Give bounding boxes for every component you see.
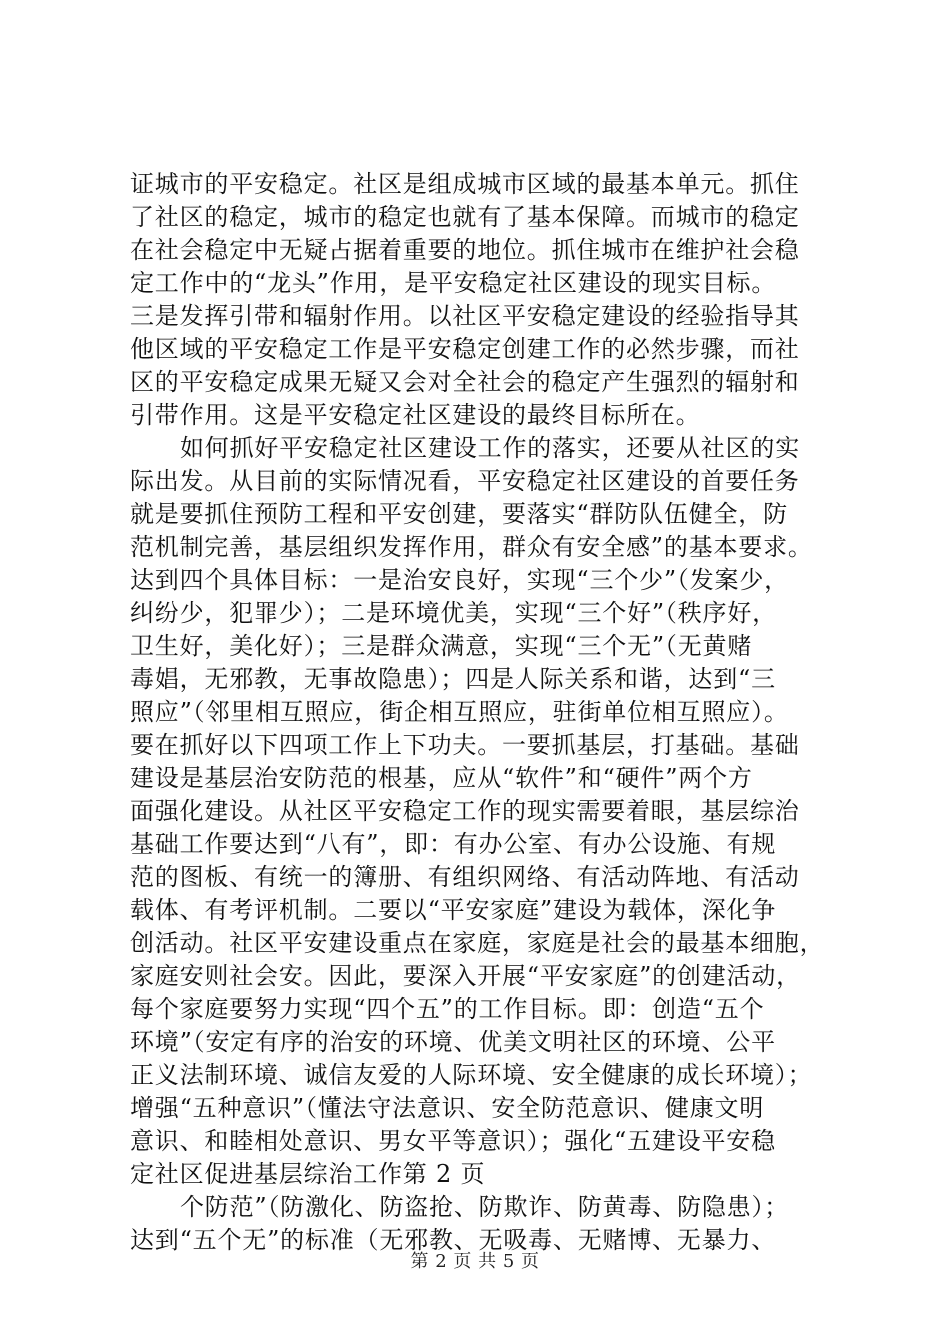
text-line: 引带作用。这是平安稳定社区建设的最终目标所在。: [130, 401, 701, 429]
text-line: 范机制完善，基层组织发挥作用，群众有安全感”的基本要求。: [130, 533, 813, 561]
text-line: 卫生好，美化好）；三是群众满意，实现“三个无”（无黄赌: [130, 632, 753, 660]
text-line: 在社会稳定中无疑占据着重要的地位。抓住城市在维护社会稳: [130, 236, 800, 264]
text-line: 基础工作要达到“八有”，即：有办公室、有办公设施、有规: [130, 830, 777, 858]
text-line: 如何抓好平安稳定社区建设工作的落实，还要从社区的实: [180, 434, 800, 462]
text-line: 证城市的平安稳定。社区是组成城市区域的最基本单元。抓住: [130, 170, 800, 198]
page-footer: [0, 1247, 950, 1273]
text-line: 要在抓好以下四项工作上下功夫。一要抓基层，打基础。基础: [130, 731, 800, 759]
text-line: 环境”（安定有序的治安的环境、优美文明社区的环境、公平: [130, 1028, 776, 1056]
text-line: 照应”（邻里相互照应，街企相互照应，驻街单位相互照应）。: [130, 698, 789, 726]
text-line: 达到四个具体目标：一是治安良好，实现“三个少”（发案少，: [130, 566, 789, 594]
text-line: 定社区促进基层综治工作第 2 页: [130, 1160, 486, 1188]
text-line: 纠纷少，犯罪少）；二是环境优美，实现“三个好”（秩序好，: [130, 599, 777, 627]
text-line: 范的图板、有统一的簿册、有组织网络、有活动阵地、有活动: [130, 863, 800, 891]
text-line: 他区域的平安稳定工作是平安稳定创建工作的必然步骤，而社: [130, 335, 800, 363]
document-body: [130, 168, 830, 1257]
text-line: 就是要抓住预防工程和平安创建，要落实“群防队伍健全，防: [130, 500, 788, 528]
text-line: 增强“五种意识”（懂法守法意识、安全防范意识、健康文明: [130, 1094, 765, 1122]
text-line: 家庭安则社会安。因此，要深入开展“平安家庭”的创建活动，: [130, 962, 801, 990]
text-line: 载体、有考评机制。二要以“平安家庭”建设为载体，深化争: [130, 896, 777, 924]
text-line: 毒娼，无邪教，无事故隐患）；四是人际关系和谐，达到“三: [130, 665, 776, 693]
text-line: 了社区的稳定，城市的稳定也就有了基本保障。而城市的稳定: [130, 203, 800, 231]
text-line: 定工作中的“龙头”作用，是平安稳定社区建设的现实目标。: [130, 269, 777, 297]
text-line: 际出发。从目前的实际情况看，平安稳定社区建设的首要任务: [130, 467, 800, 495]
text-line: 建设是基层治安防范的根基，应从“软件”和“硬件”两个方: [130, 764, 753, 792]
text-line: 意识、和睦相处意识、男女平等意识）；强化“五建设平安稳: [130, 1127, 776, 1155]
page-number-label: 第 2 页 共 5 页: [410, 1251, 540, 1272]
text-line: 面强化建设。从社区平安稳定工作的现实需要着眼，基层综治: [130, 797, 800, 825]
text-line: 三是发挥引带和辐射作用。以社区平安稳定建设的经验指导其: [130, 302, 800, 330]
text-line: 区的平安稳定成果无疑又会对全社会的稳定产生强烈的辐射和: [130, 368, 800, 396]
text-line: 达到“五个无”的标准（无邪教、无吸毒、无赌博、无暴力、: [130, 1226, 777, 1254]
text-line: 正义法制环境、诚信友爱的人际环境、安全健康的成长环境）；: [130, 1061, 813, 1089]
text-line: 创活动。社区平安建设重点在家庭，家庭是社会的最基本细胞，: [130, 929, 825, 957]
text-line: 个防范”（防激化、防盗抢、防欺诈、防黄毒、防隐患）；: [180, 1193, 790, 1221]
text-line: 每个家庭要努力实现“四个五”的工作目标。即：创造“五个: [130, 995, 765, 1023]
